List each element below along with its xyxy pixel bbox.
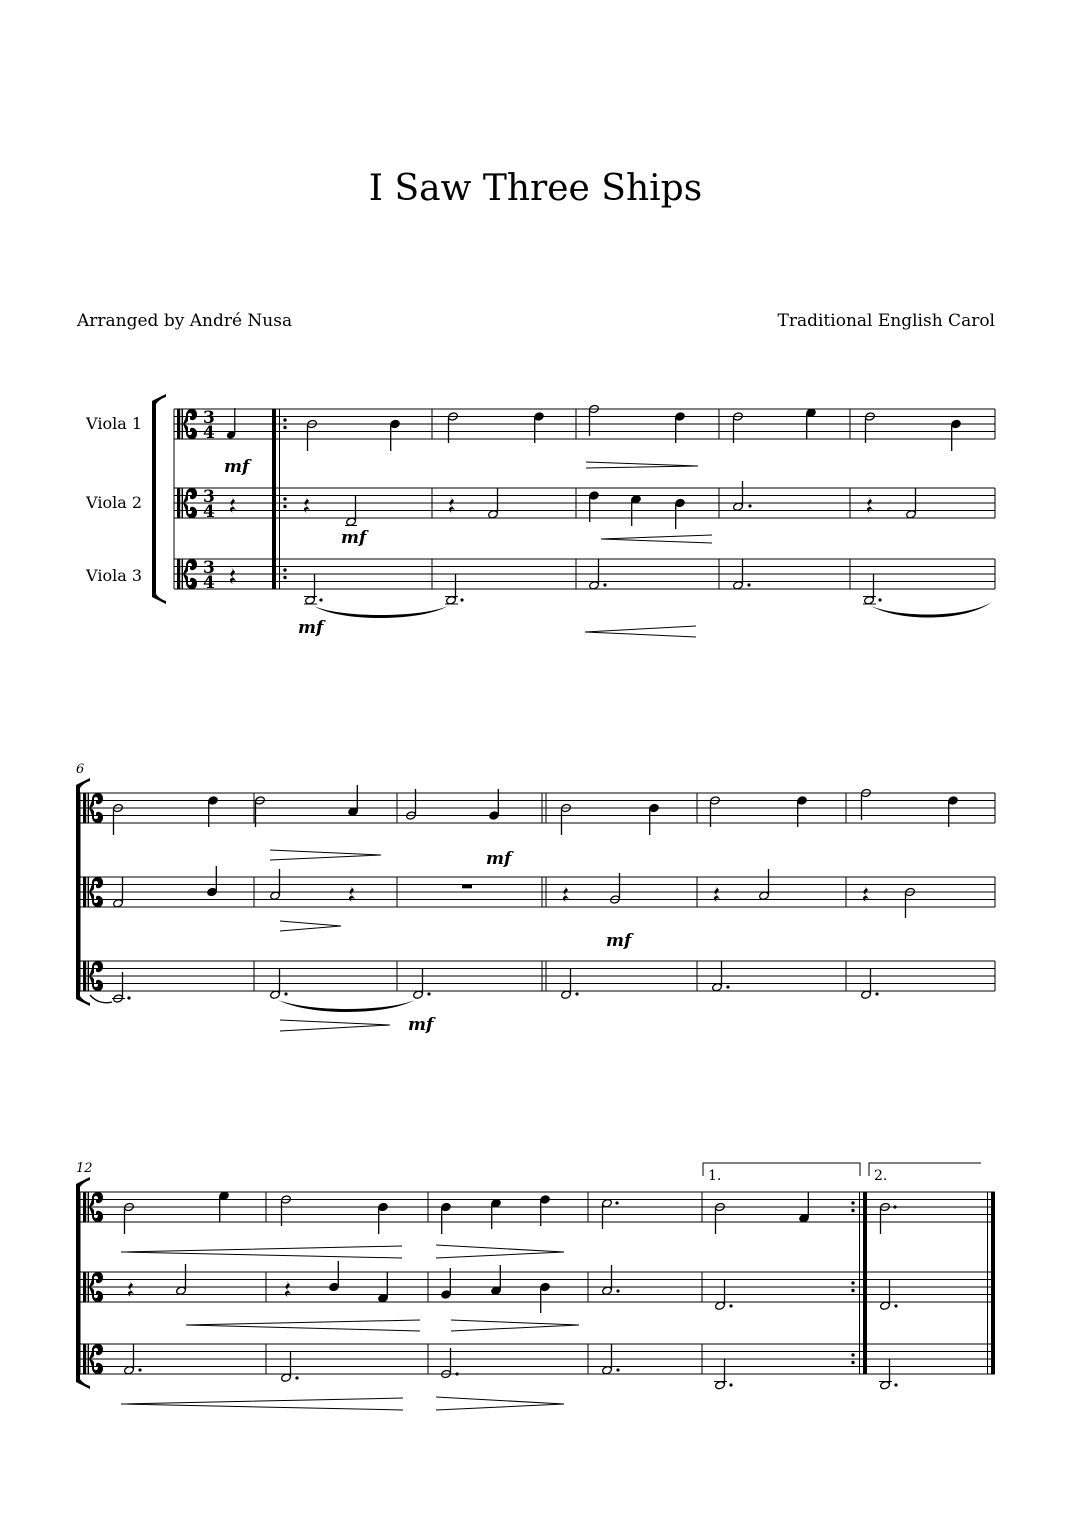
tie [314, 606, 448, 618]
staff-viola-3 [80, 961, 995, 991]
decrescendo-hairpin [436, 1245, 564, 1258]
decrescendo-hairpin [280, 921, 341, 931]
crescendo-hairpin [601, 535, 712, 543]
dynamic-mf: mf [224, 457, 250, 477]
system-2 [76, 762, 995, 1035]
crescendo-hairpin [186, 1320, 420, 1331]
system-bracket [152, 394, 174, 604]
arranger-credit: Arranged by André Nusa [77, 311, 293, 331]
staff-viola-1 [80, 1192, 995, 1222]
crescendo-hairpin [585, 626, 696, 637]
time-signature-bottom: 4 [203, 502, 215, 522]
instrument-label-viola-1: Viola 1 [86, 414, 142, 433]
measure-number: 12 [76, 1161, 93, 1176]
staff-viola-3 [80, 1344, 995, 1374]
dynamic-mf: mf [341, 528, 367, 548]
dynamic-mf: mf [486, 849, 512, 869]
instrument-label-viola-2: Viola 2 [86, 493, 142, 512]
staff-viola-2 [80, 1272, 995, 1302]
viola-1-notes [124, 1191, 897, 1234]
decrescendo-hairpin [436, 1397, 564, 1410]
staff-viola-3 [174, 559, 995, 589]
repeat-end-barline [851, 1192, 867, 1374]
tie [871, 602, 992, 618]
decrescendo-hairpin [280, 1020, 390, 1031]
staff-viola-2 [80, 877, 995, 907]
final-barline [988, 1192, 996, 1374]
time-signature-top: 3 [203, 487, 215, 507]
time-signature [203, 408, 215, 593]
time-signature-top: 3 [203, 558, 215, 578]
barlines [266, 1192, 702, 1374]
repeat-start-barline [272, 409, 287, 589]
time-signature-bottom: 4 [203, 423, 215, 443]
viola-1-notes [307, 404, 962, 451]
instrument-label-viola-3: Viola 3 [86, 566, 142, 585]
measure-number: 6 [76, 762, 85, 777]
dynamic-mf: mf [606, 931, 632, 951]
volta-2 [869, 1163, 981, 1184]
system-3 [76, 1161, 995, 1410]
dynamic-mf: mf [408, 1015, 434, 1035]
volta-1 [703, 1163, 860, 1184]
crescendo-hairpin [121, 1398, 403, 1410]
volta-1-label: 1. [708, 1168, 722, 1184]
crescendo-hairpin [586, 462, 698, 468]
decrescendo-hairpin [270, 850, 381, 860]
decrescendo-hairpin [451, 1320, 579, 1331]
volta-2-label: 2. [874, 1168, 888, 1184]
staff-viola-2 [174, 488, 995, 518]
tie [278, 1000, 415, 1012]
system-1 [85, 394, 995, 638]
dynamic-mf: mf [298, 618, 324, 638]
score-title: I Saw Three Ships [368, 168, 703, 209]
viola-3-notes [112, 961, 879, 1003]
barlines [432, 409, 995, 589]
staff-viola-1 [80, 793, 995, 823]
time-signature-top: 3 [203, 408, 215, 428]
tie [90, 995, 112, 1003]
composer-credit: Traditional English Carol [777, 311, 995, 331]
crescendo-hairpin [121, 1246, 402, 1258]
time-signature-bottom: 4 [203, 573, 215, 593]
